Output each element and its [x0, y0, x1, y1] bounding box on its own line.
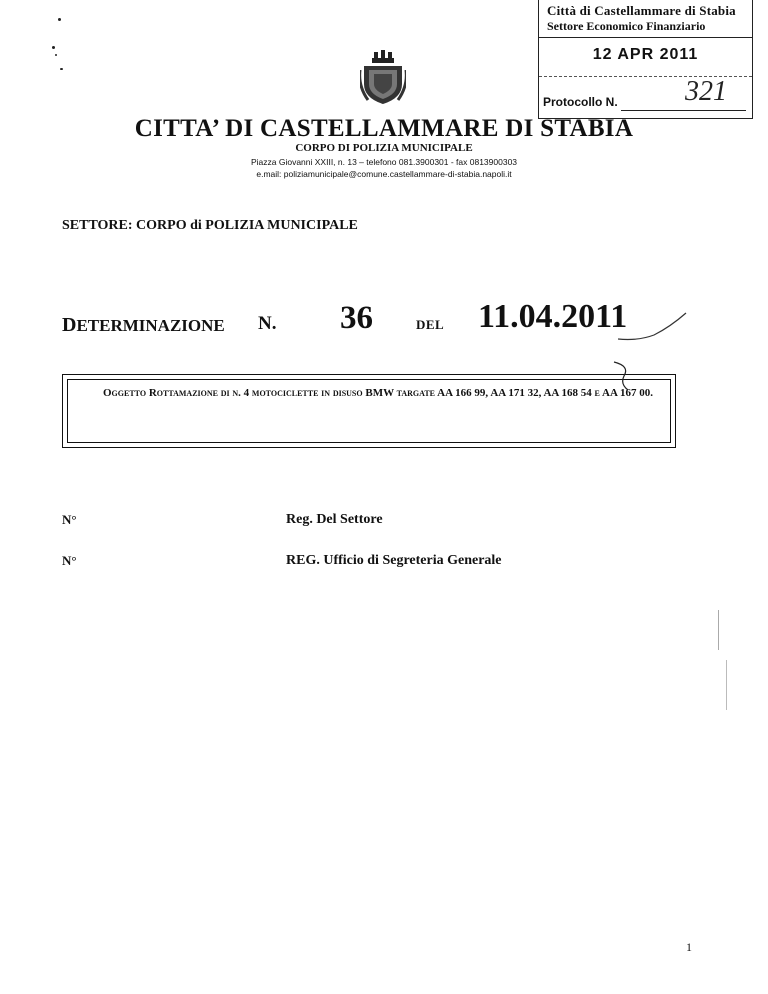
subject-text: Oggetto Rottamazione di n. 4 motociclette in disuso BMW targate AA 166 99, AA 171 32, AA 168 54 e AA 167 00. — [103, 387, 654, 399]
stamp-city: Città di Castellammare di Stabia — [547, 3, 736, 18]
determination-date: 11.04.2011 — [478, 298, 628, 335]
city-crest-icon — [360, 50, 406, 106]
stamp-divider — [539, 37, 752, 38]
sector-heading: SETTORE: CORPO di POLIZIA MUNICIPALE — [62, 218, 358, 233]
determination-label — [62, 314, 225, 337]
scan-speck — [58, 18, 61, 21]
scan-speck — [726, 660, 727, 710]
stamp-protocol-line — [621, 110, 746, 111]
stamp-protocol-label: Protocollo N. — [543, 95, 618, 109]
registry-number-label: N° — [62, 553, 77, 568]
scan-speck — [60, 68, 63, 70]
stamp-protocol-number: 321 — [685, 76, 727, 107]
page-number: 1 — [686, 940, 692, 954]
registry-number-label: N° — [62, 512, 77, 527]
determination-label-rest: ETERMINAZIONE — [76, 316, 225, 335]
determination-label-initial: D — [62, 314, 77, 336]
subject-box — [62, 374, 676, 448]
email-line: e.mail: poliziamunicipale@comune.castellammare-di-stabia.napoli.it — [256, 169, 512, 179]
scan-speck — [55, 54, 57, 56]
address-line: Piazza Giovanni XXIII, n. 13 – telefono 081.3900301 - fax 0813900303 — [250, 157, 518, 167]
stamp-date: 12 APR 2011 — [592, 46, 699, 63]
registry-general-secretariat: REG. Ufficio di Segreteria Generale — [286, 553, 502, 568]
registry-sector: Reg. Del Settore — [286, 512, 383, 527]
determination-del-label: DEL — [416, 317, 445, 332]
determination-n-label: N. — [258, 313, 277, 334]
scan-speck — [718, 610, 719, 650]
protocol-stamp — [538, 0, 753, 119]
corps-name: CORPO DI POLIZIA MUNICIPALE — [295, 142, 473, 154]
checkmark-icon — [618, 295, 688, 345]
pen-mark-icon — [612, 360, 636, 392]
stamp-department: Settore Economico Finanziario — [547, 19, 706, 33]
scan-speck — [52, 46, 55, 49]
city-title: CITTA’ DI CASTELLAMMARE DI STABIA — [134, 115, 634, 142]
determination-number: 36 — [340, 300, 373, 336]
